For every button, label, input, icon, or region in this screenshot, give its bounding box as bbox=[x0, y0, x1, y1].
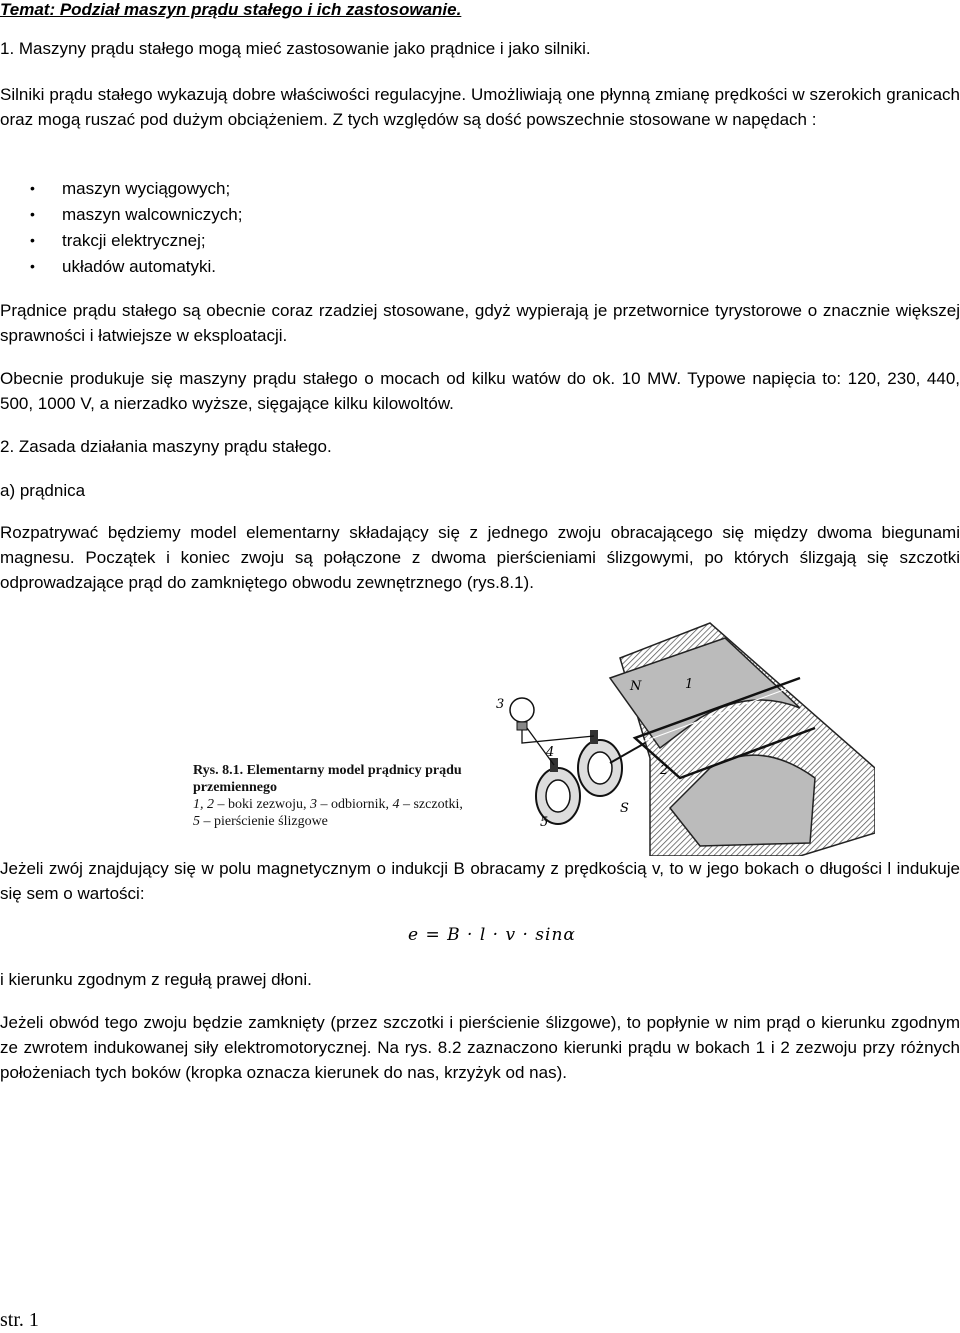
list-item: • układów automatyki. bbox=[0, 254, 242, 280]
paragraph-10: Jeżeli obwód tego zwoju będzie zamknięty (przez szczotki i pierścienie ślizgowe), to popłynie w nim prąd o kierunku zgodnym ze zwrotem indukowanej siły elektromotorycznej. Na rys. 8.2 zaznaczono kierunki prądu w bokach 1 i 2 zezwoju przy różnych położeniach tych boków (kropka oznacza kierunek do nas, krzyżyk od nas). bbox=[0, 1013, 960, 1082]
caption-part: – pierścienie ślizgowe bbox=[200, 814, 328, 829]
list-item: • maszyn wyciągowych; bbox=[0, 176, 242, 202]
caption-part: 1, 2 bbox=[193, 797, 214, 812]
paragraph-3: Prądnice prądu stałego są obecnie coraz rzadziej stosowane, gdyż wypierają je przetwornice tyrystorowe o znacznie większej sprawności i łatwiejsze w eksploatacji. bbox=[0, 301, 960, 345]
label-5: 5 bbox=[540, 815, 549, 830]
emf-formula: e = B · l · v · sinα bbox=[408, 925, 576, 945]
label-2: 2 bbox=[660, 763, 669, 778]
caption-part: – boki zezwoju, bbox=[214, 797, 311, 812]
label-n: N bbox=[630, 679, 642, 694]
label-s: S bbox=[620, 801, 629, 816]
paragraph-1: 1. Maszyny prądu stałego mogą mieć zastosowanie jako prądnice i jako silniki. bbox=[0, 39, 591, 58]
brush bbox=[590, 730, 598, 744]
caption-title: Elementarny model prądnicy prądu przemiennego bbox=[193, 763, 462, 795]
paragraph-9: i kierunku zgodnym z regułą prawej dłoni. bbox=[0, 970, 312, 989]
label-4: 4 bbox=[546, 745, 555, 760]
subsection-heading-a: a) prądnica bbox=[0, 481, 86, 500]
document-title: Temat: Podział maszyn prądu stałego i ich zastosowanie. bbox=[0, 0, 462, 19]
figure-caption bbox=[193, 762, 465, 830]
caption-label: Rys. 8.1. bbox=[193, 763, 244, 778]
caption-part: – odbiornik, bbox=[317, 797, 393, 812]
bullet-list bbox=[0, 176, 242, 280]
section-heading-2: 2. Zasada działania maszyny prądu stałego. bbox=[0, 437, 332, 456]
label-3: 3 bbox=[496, 697, 505, 712]
generator-model-figure bbox=[470, 618, 875, 856]
paragraph-2: Silniki prądu stałego wykazują dobre właściwości regulacyjne. Umożliwiają one płynną zmianę prędkości w szerokich granicach oraz mogą ruszać pod dużym obciążeniem. Z tych względów są dość powszechnie stosowane w napędach : bbox=[0, 85, 960, 129]
list-item: • maszyn walcowniczych; bbox=[0, 202, 242, 228]
paragraph-7: Rozpatrywać będziemy model elementarny składający się z jednego zwoju obracającego się między dwoma biegunami magnesu. Początek i koniec zwoju są połączone z dwoma pierścieniami ślizgowymi, po których ślizgają się szczotki odprowadzające prąd do zamkniętego obwodu zewnętrznego (rys.8.1). bbox=[0, 523, 960, 592]
caption-part: 3 bbox=[310, 797, 318, 812]
page-number: str. 1 bbox=[0, 1309, 39, 1331]
list-item: • trakcji elektrycznej; bbox=[0, 228, 242, 254]
caption-part: 5 bbox=[193, 814, 200, 829]
label-1: 1 bbox=[685, 677, 694, 692]
paragraph-8: Jeżeli zwój znajdujący się w polu magnetycznym o indukcji B obracamy z prędkością v, to w jego bokach o długości l indukuje się sem o wartości: bbox=[0, 859, 960, 903]
caption-part: 4 bbox=[392, 797, 400, 812]
paragraph-4: Obecnie produkuje się maszyny prądu stałego o mocach od kilku watów do ok. 10 MW. Typowe napięcia to: 120, 230, 440, 500, 1000 V, a nierzadko wyższe, sięgające kilku kilowoltów. bbox=[0, 369, 960, 413]
light-bulb bbox=[510, 698, 534, 722]
caption-part: – szczotki, bbox=[399, 797, 463, 812]
